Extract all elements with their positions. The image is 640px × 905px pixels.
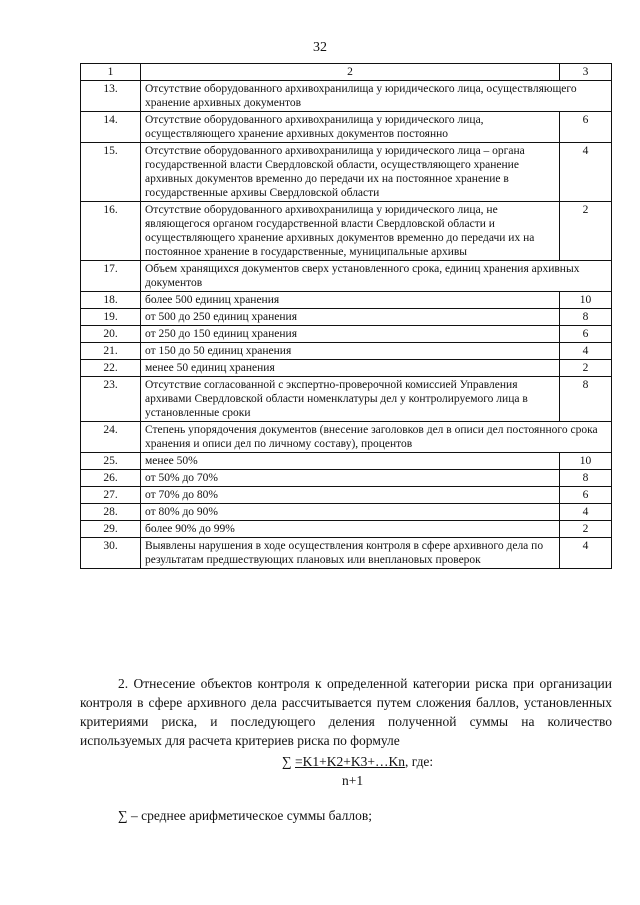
table-row [81, 292, 612, 309]
formula-denominator: n+1 [342, 773, 364, 788]
row-score: 4 [560, 343, 612, 360]
row-score: 10 [560, 453, 612, 470]
row-criterion: менее 50 единиц хранения [141, 360, 560, 377]
row-criterion: Отсутствие оборудованного архивохранилища у юридического лица, осуществляющего хранение архивных документов постоянно [141, 112, 560, 143]
header-cell-number: 1 [81, 64, 141, 81]
row-number: 17. [81, 261, 141, 292]
row-criterion: Отсутствие оборудованного архивохранилища у юридического лица, осуществляющего хранение архивных документов [141, 81, 612, 112]
row-score: 10 [560, 292, 612, 309]
row-criterion: Объем хранящихся документов сверх установленного срока, единиц хранения архивных документов [141, 261, 612, 292]
header-cell-criterion: 2 [141, 64, 560, 81]
row-number: 18. [81, 292, 141, 309]
row-criterion: от 70% до 80% [141, 487, 560, 504]
row-number: 21. [81, 343, 141, 360]
table-row [81, 538, 612, 569]
table-row [81, 521, 612, 538]
row-criterion: от 500 до 250 единиц хранения [141, 309, 560, 326]
table-row [81, 143, 612, 202]
row-score: 4 [560, 504, 612, 521]
row-number: 20. [81, 326, 141, 343]
table-row [81, 202, 612, 261]
row-number: 14. [81, 112, 141, 143]
formula-suffix: , где: [404, 754, 434, 769]
table-row [81, 343, 612, 360]
row-number: 23. [81, 377, 141, 422]
row-criterion: от 80% до 90% [141, 504, 560, 521]
row-number: 29. [81, 521, 141, 538]
row-criterion: более 500 единиц хранения [141, 292, 560, 309]
table-row [81, 309, 612, 326]
row-criterion: от 50% до 70% [141, 470, 560, 487]
row-criterion: Отсутствие оборудованного архивохранилища у юридического лица – органа государственной власти Свердловской области, осуществляющего хранение архивных документов временно до передачи их на постоянное хранение в государственные архивы Свердловской области [141, 143, 560, 202]
formula-numerator-line [282, 754, 433, 770]
sigma-symbol: ∑ [282, 754, 292, 769]
header-cell-score: 3 [560, 64, 612, 81]
row-score: 2 [560, 360, 612, 377]
page-number: 32 [313, 40, 327, 55]
row-score: 6 [560, 112, 612, 143]
table-row [81, 422, 612, 453]
row-criterion: менее 50% [141, 453, 560, 470]
row-score: 2 [560, 202, 612, 261]
table-row [81, 470, 612, 487]
row-score: 4 [560, 538, 612, 569]
row-number: 28. [81, 504, 141, 521]
table-row [81, 360, 612, 377]
table-row [81, 81, 612, 112]
row-criterion: Степень упорядочения документов (внесение заголовков дел в описи дел постоянного срока хранения и описи дел по личному составу), процентов [141, 422, 612, 453]
row-score: 8 [560, 309, 612, 326]
table-row [81, 453, 612, 470]
row-score: 4 [560, 143, 612, 202]
row-criterion: Выявлены нарушения в ходе осуществления контроля в сфере архивного дела по результатам предшествующих плановых или внеплановых проверок [141, 538, 560, 569]
table-header-row [81, 64, 612, 81]
row-criterion: Отсутствие оборудованного архивохранилища у юридического лица, не являющегося органом государственной власти Свердловской области и осуществляющего хранение архивных документов временно до передачи их на постоянное хранение в государственные, муниципальные архивы [141, 202, 560, 261]
row-number: 25. [81, 453, 141, 470]
row-number: 19. [81, 309, 141, 326]
table-row [81, 112, 612, 143]
row-number: 30. [81, 538, 141, 569]
row-criterion: от 150 до 50 единиц хранения [141, 343, 560, 360]
row-score: 2 [560, 521, 612, 538]
criteria-table [80, 63, 612, 569]
row-criterion: от 250 до 150 единиц хранения [141, 326, 560, 343]
table-row [81, 487, 612, 504]
row-criterion: более 90% до 99% [141, 521, 560, 538]
row-number: 13. [81, 81, 141, 112]
row-number: 26. [81, 470, 141, 487]
row-score: 6 [560, 487, 612, 504]
row-number: 16. [81, 202, 141, 261]
table-row [81, 326, 612, 343]
row-number: 15. [81, 143, 141, 202]
row-score: 8 [560, 470, 612, 487]
row-score: 6 [560, 326, 612, 343]
row-number: 27. [81, 487, 141, 504]
formula-numerator: =K1+K2+K3+…Kn [295, 754, 405, 769]
table-row [81, 504, 612, 521]
row-score: 8 [560, 377, 612, 422]
row-number: 22. [81, 360, 141, 377]
row-number: 24. [81, 422, 141, 453]
sum-definition: ∑ – среднее арифметическое суммы баллов; [118, 808, 373, 823]
table-row [81, 377, 612, 422]
row-criterion: Отсутствие согласованной с экспертно-проверочной комиссией Управления архивами Свердловской области номенклатуры дел у контролируемого лица в установленные сроки [141, 377, 560, 422]
paragraph-risk-category: 2. Отнесение объектов контроля к определенной категории риска при организации контроля в сфере архивного дела рассчитывается путем сложения баллов, установленных критериями риска, и последующего деления полученной суммы на количество используемых для расчета критериев риска по формуле [80, 676, 612, 748]
table-row [81, 261, 612, 292]
